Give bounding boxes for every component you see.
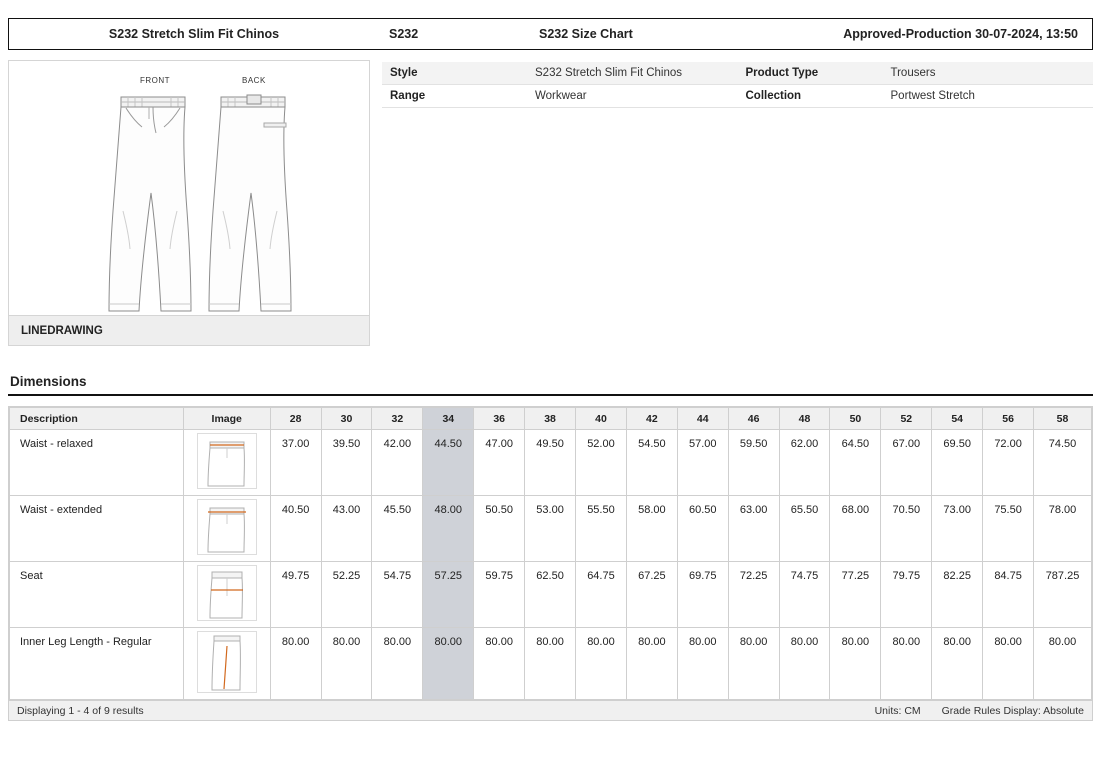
column-header-size-42[interactable]: 42 <box>626 408 677 430</box>
cell-value: 73.00 <box>932 496 983 562</box>
row-thumbnail-waist-extended[interactable] <box>183 496 270 562</box>
header-chart-name: S232 Size Chart <box>539 27 633 41</box>
column-header-size-44[interactable]: 44 <box>677 408 728 430</box>
row-thumbnail-waist-relaxed[interactable] <box>183 430 270 496</box>
cell-value: 80.00 <box>881 628 932 700</box>
row-thumbnail-seat[interactable] <box>183 562 270 628</box>
column-header-size-36[interactable]: 36 <box>474 408 525 430</box>
column-header-size-32[interactable]: 32 <box>372 408 423 430</box>
cell-value: 74.50 <box>1034 430 1092 496</box>
cell-value: 54.50 <box>626 430 677 496</box>
cell-value: 77.25 <box>830 562 881 628</box>
column-header-size-28[interactable]: 28 <box>270 408 321 430</box>
cell-value: 60.50 <box>677 496 728 562</box>
dimensions-table <box>9 407 1092 700</box>
table-header-row <box>10 408 1092 430</box>
cell-value: 80.00 <box>423 628 474 700</box>
inner-leg-thumbnail-icon <box>197 631 257 693</box>
cell-value: 50.50 <box>474 496 525 562</box>
header-style-title: S232 Stretch Slim Fit Chinos <box>108 27 280 41</box>
cell-value: 43.00 <box>321 496 372 562</box>
cell-value: 70.50 <box>881 496 932 562</box>
cell-value: 53.00 <box>525 496 576 562</box>
column-header-size-56[interactable]: 56 <box>983 408 1034 430</box>
attributes-table-right <box>738 62 1094 108</box>
waist-relaxed-thumbnail-icon <box>197 433 257 489</box>
document-header-bar <box>8 18 1093 50</box>
column-header-size-38[interactable]: 38 <box>525 408 576 430</box>
attributes-table-left <box>382 62 738 108</box>
cell-value: 40.50 <box>270 496 321 562</box>
dimensions-table-wrap <box>8 406 1093 721</box>
cell-value: 47.00 <box>474 430 525 496</box>
top-section <box>8 60 1093 346</box>
column-header-size-52[interactable]: 52 <box>881 408 932 430</box>
waist-extended-thumbnail-icon <box>197 499 257 555</box>
cell-value: 44.50 <box>423 430 474 496</box>
linedrawing-caption: LINEDRAWING <box>9 315 369 345</box>
header-approval-status: Approved-Production 30-07-2024, 13:50 <box>843 27 1078 41</box>
units-label: Units: CM <box>874 704 921 717</box>
linedrawing-panel <box>8 60 370 346</box>
attribute-label-product-type: Product Type <box>738 62 883 85</box>
cell-value: 80.00 <box>932 628 983 700</box>
row-description-seat: Seat <box>10 562 184 628</box>
cell-value: 68.00 <box>830 496 881 562</box>
cell-value: 54.75 <box>372 562 423 628</box>
cell-value: 67.00 <box>881 430 932 496</box>
column-header-size-40[interactable]: 40 <box>576 408 627 430</box>
cell-value: 58.00 <box>626 496 677 562</box>
header-style-code: S232 <box>389 27 419 41</box>
cell-value: 57.00 <box>677 430 728 496</box>
cell-value: 37.00 <box>270 430 321 496</box>
dimensions-table-body <box>10 430 1092 700</box>
cell-value: 67.25 <box>626 562 677 628</box>
cell-value: 84.75 <box>983 562 1034 628</box>
dimensions-table-head <box>10 408 1092 430</box>
attribute-value-product-type: Trousers <box>883 62 1094 85</box>
footer-meta <box>857 705 1084 717</box>
cell-value: 72.25 <box>728 562 779 628</box>
cell-value: 45.50 <box>372 496 423 562</box>
table-row <box>10 562 1092 628</box>
column-header-description: Description <box>10 408 184 430</box>
column-header-size-58[interactable]: 58 <box>1034 408 1092 430</box>
cell-value: 80.00 <box>830 628 881 700</box>
cell-value: 49.50 <box>525 430 576 496</box>
table-row <box>10 628 1092 700</box>
row-description-waist-extended: Waist - extended <box>10 496 184 562</box>
cell-value: 79.75 <box>881 562 932 628</box>
cell-value: 80.00 <box>1034 628 1092 700</box>
column-header-size-50[interactable]: 50 <box>830 408 881 430</box>
cell-value: 80.00 <box>525 628 576 700</box>
document-page <box>0 18 1101 770</box>
cell-value: 75.50 <box>983 496 1034 562</box>
attribute-row-product-type <box>738 62 1094 85</box>
cell-value: 59.50 <box>728 430 779 496</box>
cell-value: 52.00 <box>576 430 627 496</box>
cell-value: 55.50 <box>576 496 627 562</box>
attribute-label-style: Style <box>382 62 527 85</box>
attribute-row-collection <box>738 85 1094 108</box>
dimensions-heading-rule <box>8 394 1093 396</box>
cell-value: 48.00 <box>423 496 474 562</box>
trouser-technical-sketch <box>9 61 371 315</box>
cell-value: 80.00 <box>270 628 321 700</box>
table-row <box>10 496 1092 562</box>
dimensions-table-footer <box>9 700 1092 720</box>
cell-value: 69.50 <box>932 430 983 496</box>
table-row <box>10 430 1092 496</box>
cell-value: 62.50 <box>525 562 576 628</box>
column-header-size-46[interactable]: 46 <box>728 408 779 430</box>
cell-value: 52.25 <box>321 562 372 628</box>
grade-rules-label: Grade Rules Display: Absolute <box>941 704 1084 717</box>
cell-value: 80.00 <box>372 628 423 700</box>
cell-value: 80.00 <box>677 628 728 700</box>
column-header-image: Image <box>183 408 270 430</box>
column-header-size-30[interactable]: 30 <box>321 408 372 430</box>
column-header-size-34[interactable]: 34 <box>423 408 474 430</box>
attribute-value-style: S232 Stretch Slim Fit Chinos <box>527 62 738 85</box>
column-header-size-54[interactable]: 54 <box>932 408 983 430</box>
cell-value: 57.25 <box>423 562 474 628</box>
front-view-label: FRONT <box>140 76 171 85</box>
attributes-section <box>382 60 1093 346</box>
cell-value: 72.00 <box>983 430 1034 496</box>
attribute-row-range <box>382 85 738 108</box>
row-description-waist-relaxed: Waist - relaxed <box>10 430 184 496</box>
cell-value: 80.00 <box>728 628 779 700</box>
row-thumbnail-inner-leg[interactable] <box>183 628 270 700</box>
cell-value: 82.25 <box>932 562 983 628</box>
linedrawing-canvas <box>9 61 369 315</box>
cell-value: 80.00 <box>626 628 677 700</box>
cell-value: 80.00 <box>576 628 627 700</box>
cell-value: 63.00 <box>728 496 779 562</box>
cell-value: 65.50 <box>779 496 830 562</box>
cell-value: 49.75 <box>270 562 321 628</box>
attribute-label-range: Range <box>382 85 527 108</box>
results-count: Displaying 1 - 4 of 9 results <box>17 704 144 717</box>
cell-value: 64.50 <box>830 430 881 496</box>
row-description-inner-leg-length: Inner Leg Length - Regular <box>10 628 184 700</box>
column-header-size-48[interactable]: 48 <box>779 408 830 430</box>
cell-value: 59.75 <box>474 562 525 628</box>
cell-value: 74.75 <box>779 562 830 628</box>
seat-thumbnail-icon <box>197 565 257 621</box>
cell-value: 78.00 <box>1034 496 1092 562</box>
cell-value: 62.00 <box>779 430 830 496</box>
cell-value: 80.00 <box>321 628 372 700</box>
attribute-label-collection: Collection <box>738 85 883 108</box>
attribute-value-range: Workwear <box>527 85 738 108</box>
cell-value: 69.75 <box>677 562 728 628</box>
attribute-row-style <box>382 62 738 85</box>
attribute-value-collection: Portwest Stretch <box>883 85 1094 108</box>
dimensions-heading: Dimensions <box>10 374 87 389</box>
cell-value: 39.50 <box>321 430 372 496</box>
cell-value: 80.00 <box>474 628 525 700</box>
back-view-label: BACK <box>242 76 266 85</box>
cell-value: 787.25 <box>1034 562 1092 628</box>
cell-value: 80.00 <box>983 628 1034 700</box>
cell-value: 80.00 <box>779 628 830 700</box>
cell-value: 64.75 <box>576 562 627 628</box>
cell-value: 42.00 <box>372 430 423 496</box>
